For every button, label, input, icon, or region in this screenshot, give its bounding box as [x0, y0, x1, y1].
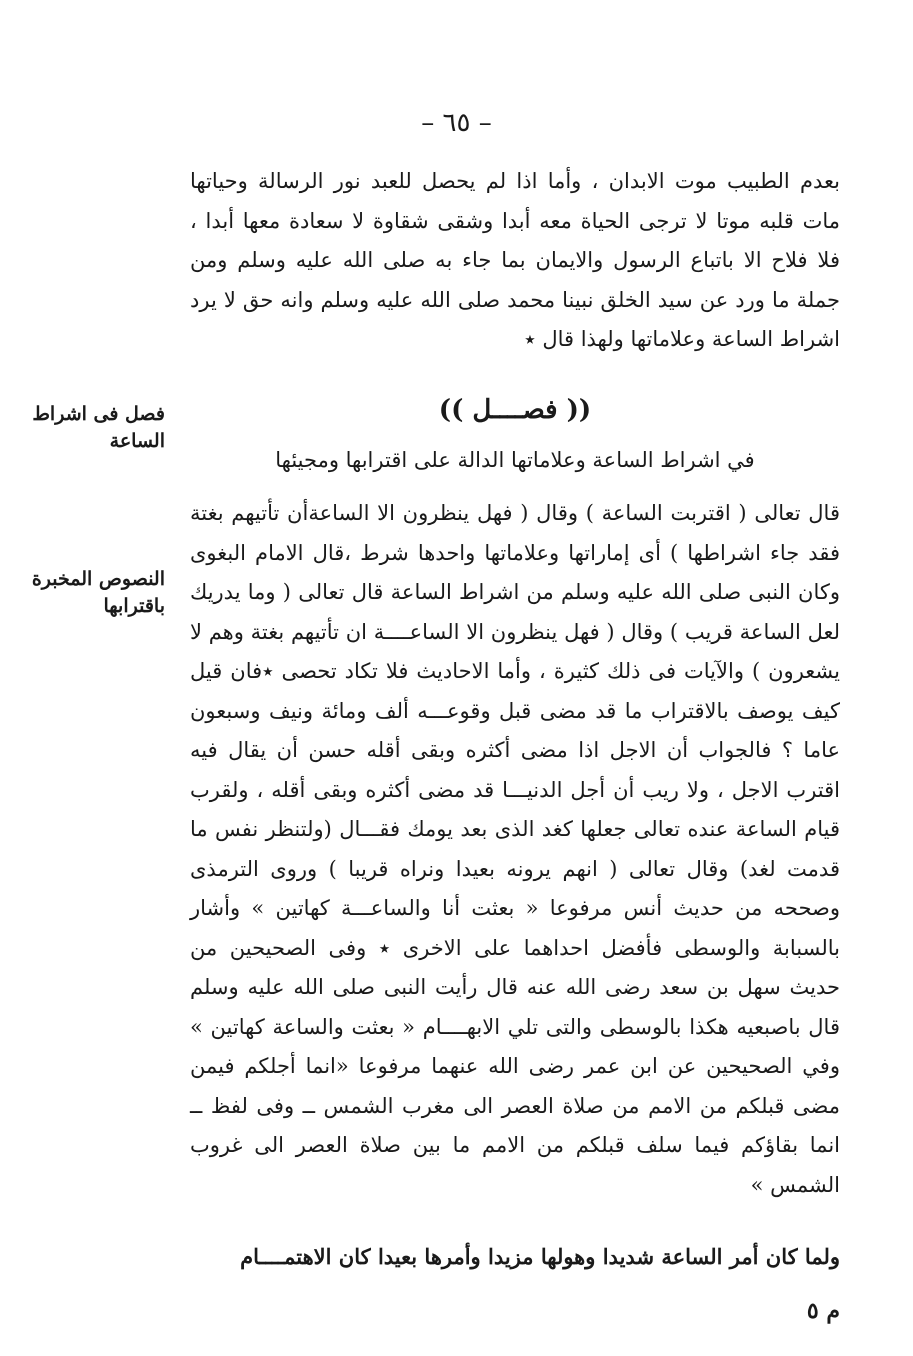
intro-paragraph: بعدم الطبيب موت الابدان ، وأما اذا لم يحصل للعبد نور الرسالة وحياتها مات قلبه موتا لا ترجى الحياة معه أبدا وشقى شقاوة لا سعادة معها أبدا ، فلا فلاح الا باتباع الرسول والايمان بما جاء به صلى الله عليه وسلم ومن جملة ما ورد عن سيد الخلق نبينا محمد صلى الله عليه وسلم وانه حق لا يرد اشراط الساعة وعلاماتها ولهذا قال ٭: [190, 169, 840, 351]
signature-mark: م ٥: [806, 1298, 840, 1324]
section-title: (( فصــــل )): [438, 395, 592, 425]
final-paragraph: ولما كان أمر الساعة شديدا وهولها مزيدا وأمرها بعيدا كان الاهتمــــام: [240, 1244, 840, 1269]
section-subtitle: في اشراط الساعة وعلاماتها الدالة على اقترابها ومجيئها: [275, 448, 755, 472]
margin-note-texts-heading: النصوص المخبرة باقترابها: [31, 568, 165, 617]
main-paragraph: قال تعالى ( اقتربت الساعة ) وقال ( فهل ينظرون الا الساعةأن تأتيهم بغتة فقد جاء اشراطها ) أى إماراتها وعلاماتها واحدها شرط ،قال الامام البغوى وكان النبى صلى الله عليه وسلم من اشراط الساعة قال تعالى ( وما يدريك لعل الساعة قريب ) وقال ( فهل ينظرون الا الساعــــة ان تأتيهم بغتة وهم لا يشعرون ) والآيات فى ذلك كثيرة ، وأما الاحاديث فلا تكاد تحصى ٭فان قيل كيف يوصف بالاقتراب ما قد مضى قبل وقوعـــه ألف ومائة ونيف وسبعون عاما ؟ فالجواب أن الاجل اذا مضى أكثره وبقى أقله حسن أن يقال فيه اقترب الاجل ، ولا ريب أن أجل الدنيـــا قد مضى أكثره وبقى أقله ، ولقرب قيام الساعة عنده تعالى جعلها كغد الذى بعد يومك فقـــال (ولتنظر نفس ما قدمت لغد) وقال تعالى ( انهم يرونه بعيدا ونراه قريبا ) وروى الترمذى وصححه من حديث أنس مرفوعا « بعثت أنا والساعـــة كهاتين » وأشار بالسبابة والوسطى فأفضل احداهما على الاخرى ٭ وفى الصحيحين من حديث سهل بن سعد رضى الله عنه قال رأيت النبى صلى الله عليه وسلم قال باصبعيه هكذا بالوسطى والتى تلي الابهــــام « بعثت والساعة كهاتين » وفي الصحيحين عن ابن عمر رضى الله عنهما مرفوعا «انما أجلكم فيمن مضى قبلكم من الامم من صلاة العصر الى مغرب الشمس ــ وفى لفظ ــ انما بقاؤكم فيما سلف قبلكم من الامم ما بين صلاة العصر الى غروب الشمس »: [190, 501, 840, 1197]
page-number: – ٦٥ –: [421, 108, 492, 138]
margin-note-section-heading: فصل فى اشراط الساعة: [32, 403, 165, 452]
